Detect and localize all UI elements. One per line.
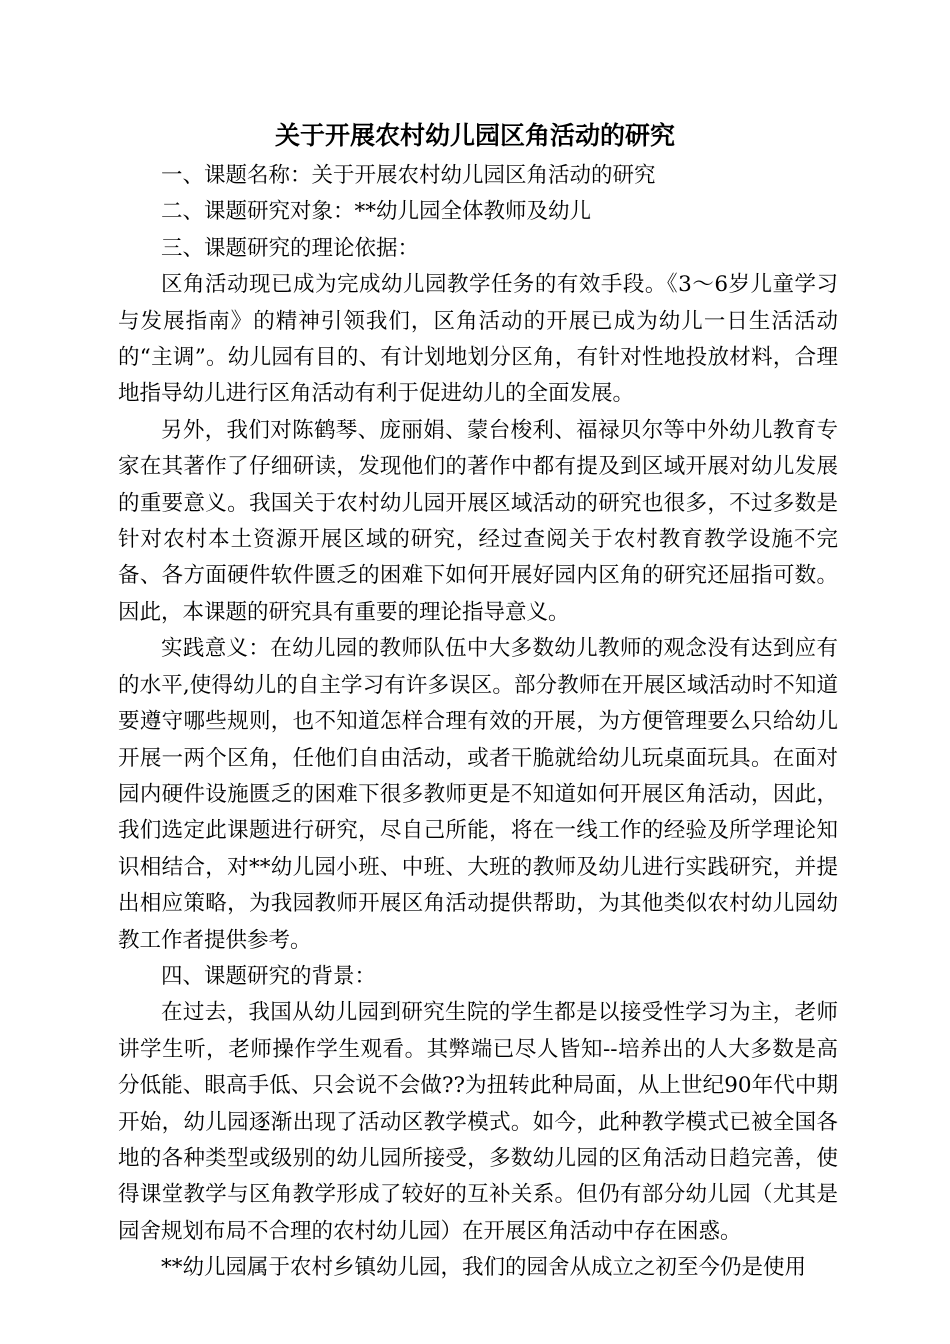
document-body — [118, 158, 838, 1287]
paragraph-background-2: **幼儿园属于农村乡镇幼儿园，我们的园舍从成立之初至今仍是使用 — [161, 1255, 807, 1281]
paragraph-theory-heading: 三、课题研究的理论依据： — [161, 235, 420, 261]
paragraph-research-subjects: 二、课题研究对象：**幼儿园全体教师及幼儿 — [161, 199, 592, 225]
paragraph-theory-1: 区角活动现已成为完成幼儿园教学任务的有效手段。《3～6岁儿童学习与发展指南》的精神引领我们，区角活动的开展已成为幼儿一日生活活动的“主调”。幼儿园有目的、有计划地划分区角，有针对性地投放材料，合理地指导幼儿进行区角活动有利于促进幼儿的全面发展。 — [118, 272, 838, 407]
paragraph-background-1: 在过去，我国从幼儿园到研究生院的学生都是以接受性学习为主，老师讲学生听，老师操作学生观看。其弊端已尽人皆知--培养出的人大多数是高分低能、眼高手低、只会说不会做??为扭转此种局面，从上世纪90年代中期开始，幼儿园逐渐出现了活动区教学模式。如今，此种教学模式已被全国各地的各种类型或级别的幼儿园所接受，多数幼儿园的区角活动日趋完善，使得课堂教学与区角教学形成了较好的互补关系。但仍有部分幼儿园（尤其是园舍规划布局不合理的农村幼儿园）在开展区角活动中存在困惑。 — [118, 1000, 838, 1244]
paragraph-practical-significance: 实践意义：在幼儿园的教师队伍中大多数幼儿教师的观念没有达到应有的水平,使得幼儿的自主学习有许多误区。部分教师在开展区域活动时不知道要遵守哪些规则，也不知道怎样合理有效的开展，为方便管理要么只给幼儿开展一两个区角，任他们自由活动，或者干脆就给幼儿玩桌面玩具。在面对园内硬件设施匮乏的困难下很多教师更是不知道如何开展区角活动，因此，我们选定此课题进行研究，尽自己所能，将在一线工作的经验及所学理论知识相结合，对**幼儿园小班、中班、大班的教师及幼儿进行实践研究，并提出相应策略，为我园教师开展区角活动提供帮助，为其他类似农村幼儿园幼教工作者提供参考。 — [118, 636, 838, 953]
paragraph-background-heading: 四、课题研究的背景： — [161, 963, 377, 989]
paragraph-theory-2: 另外，我们对陈鹤琴、庞丽娟、蒙台梭利、福禄贝尔等中外幼儿教育专家在其著作了仔细研读，发现他们的著作中都有提及到区域开展对幼儿发展的重要意义。我国关于农村幼儿园开展区域活动的研究也很多，不过多数是针对农村本土资源开展区域的研究，经过查阅关于农村教育教学设施不完备、各方面硬件软件匮乏的困难下如何开展好园内区角的研究还屈指可数。因此，本课题的研究具有重要的理论指导意义。 — [118, 417, 838, 625]
paragraph-topic-name: 一、课题名称：关于开展农村幼儿园区角活动的研究 — [161, 163, 656, 188]
document-title: 关于开展农村幼儿园区角活动的研究 — [274, 121, 675, 150]
